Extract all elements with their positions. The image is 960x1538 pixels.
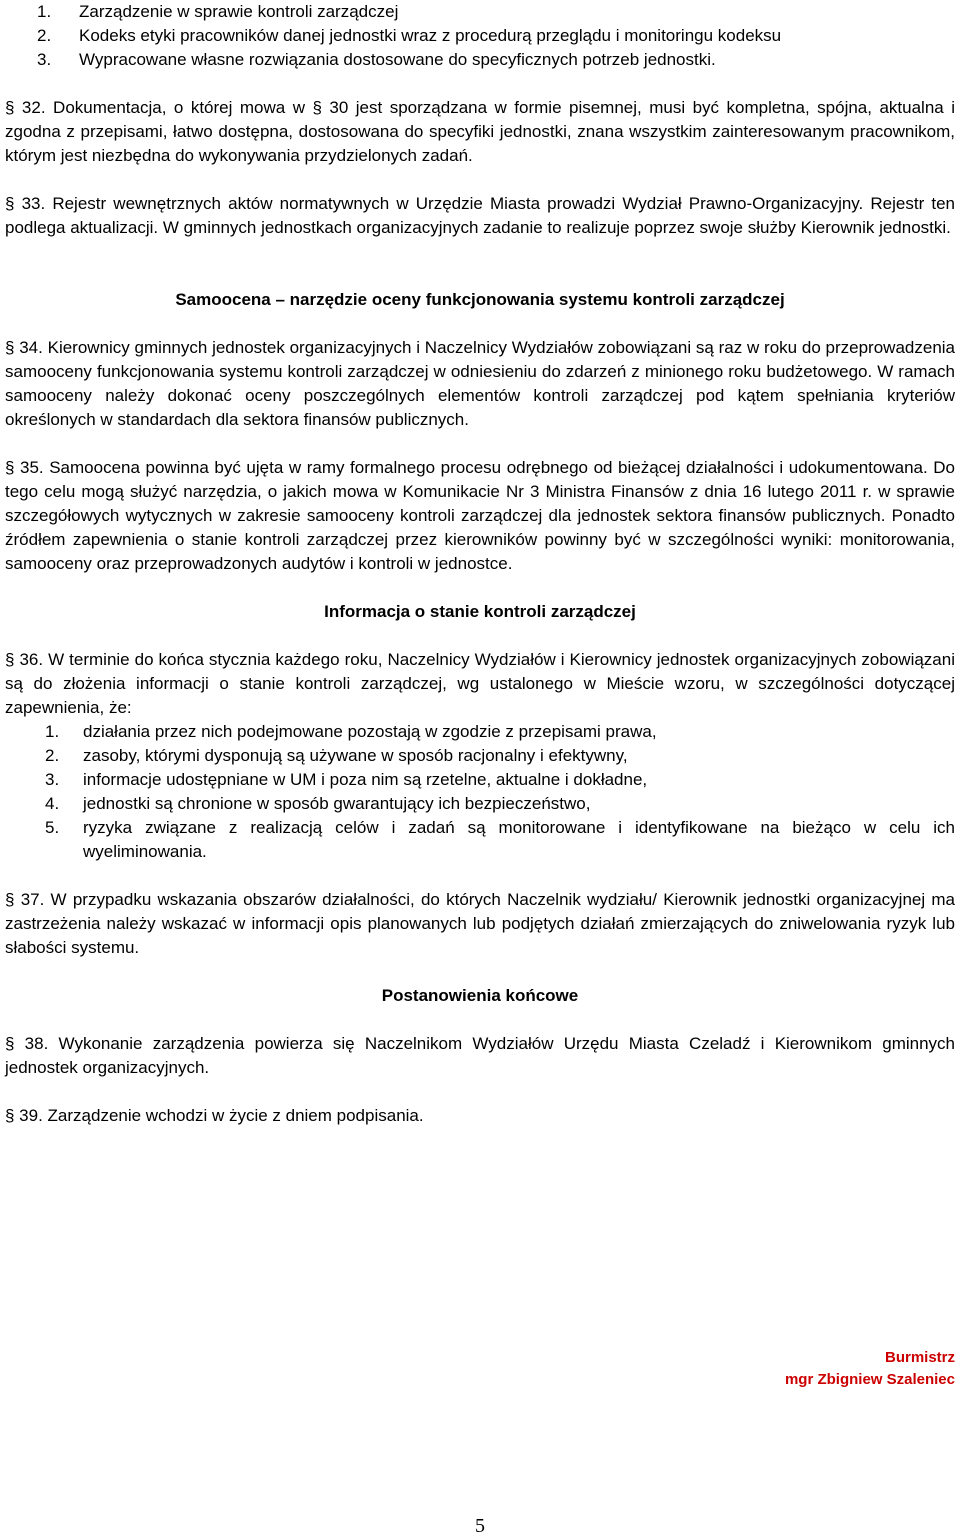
list-item	[45, 720, 955, 744]
list-item	[37, 24, 955, 48]
list-item	[45, 768, 955, 792]
signature-title: Burmistrz	[884, 1349, 955, 1366]
list-number: 1.	[37, 2, 52, 21]
list-text: informacje udostępniane w UM i poza nim są rzetelne, aktualne i dokładne,	[83, 770, 648, 789]
list-number: 2.	[37, 26, 52, 45]
list-item	[45, 744, 955, 768]
list-text: Zarządzenie w sprawie kontroli zarządczej	[79, 2, 399, 21]
list-number: 2.	[45, 746, 60, 765]
list-item	[37, 48, 955, 72]
list-36	[5, 720, 955, 864]
list-text: zasoby, którymi dysponują są używane w sposób racjonalny i efektywny,	[83, 746, 628, 765]
section-heading-informacja: Informacja o stanie kontroli zarządczej	[324, 602, 636, 621]
list-text: Kodeks etyki pracowników danej jednostki wraz z procedurą przeglądu i monitoringu kodeksu	[79, 26, 782, 45]
section-heading-postanowienia: Postanowienia końcowe	[381, 986, 579, 1005]
paragraph-36: § 36. W terminie do końca stycznia każdego roku, Naczelnicy Wydziałów i Kierownicy jednostek organizacyjnych zobowiązani są do złożenia informacji o stanie kontroli zarządczej, wg ustalonego w Mieście wzoru, w szczególności dotyczącej zapewnienia, że:	[5, 650, 955, 717]
list-text: Wypracowane własne rozwiązania dostosowane do specyficznych potrzeb jednostki.	[79, 50, 716, 69]
list-text: działania przez nich podejmowane pozostają w zgodzie z przepisami prawa,	[83, 722, 657, 741]
paragraph-32: § 32. Dokumentacja, o której mowa w § 30 jest sporządzana w formie pisemnej, musi być kompletna, spójna, aktualna i zgodna z przepisami, łatwo dostępna, dostosowana do specyfiki jednostki, znana wszystkim zainteresowanym pracownikom, którym jest niezbędna do wykonywania przydzielonych zadań.	[5, 98, 955, 165]
list-number: 1.	[45, 722, 60, 741]
section-heading-samoocena: Samoocena – narzędzie oceny funkcjonowania systemu kontroli zarządczej	[175, 290, 785, 309]
top-list	[5, 0, 955, 72]
paragraph-34: § 34. Kierownicy gminnych jednostek organizacyjnych i Naczelnicy Wydziałów zobowiązani są raz w roku do przeprowadzenia samooceny funkcjonowania systemu kontroli zarządczej w odniesieniu do zdarzeń z minionego roku budżetowego. W ramach samooceny należy dokonać oceny poszczególnych elementów kontroli zarządczej pod kątem spełniania kryteriów określonych w standardach dla sektora finansów publicznych.	[5, 338, 955, 429]
list-number: 5.	[45, 818, 60, 837]
list-item	[45, 792, 955, 816]
signature-name: mgr Zbigniew Szaleniec	[784, 1371, 955, 1388]
signature-block	[785, 1347, 955, 1391]
list-item	[37, 0, 955, 24]
page-number: 5	[475, 1515, 485, 1537]
list-item	[45, 816, 955, 864]
paragraph-37: § 37. W przypadku wskazania obszarów działalności, do których Naczelnik wydziału/ Kierownik jednostki organizacyjnej ma zastrzeżenia należy wskazać w informacji opis planowanych lub podjętych działań zmierzających do zniwelowania ryzyk lub słabości systemu.	[5, 890, 955, 957]
list-number: 3.	[45, 770, 60, 789]
document-page	[5, 0, 955, 1128]
paragraph-33: § 33. Rejestr wewnętrznych aktów normatywnych w Urzędzie Miasta prowadzi Wydział Prawno-Organizacyjny. Rejestr ten podlega aktualizacji. W gminnych jednostkach organizacyjnych zadanie to realizuje poprzez swoje służby Kierownik jednostki.	[5, 194, 955, 237]
list-text: ryzyka związane z realizacją celów i zadań są monitorowane i identyfikowane na bieżąco w celu ich wyeliminowania.	[83, 818, 955, 861]
list-number: 3.	[37, 50, 52, 69]
paragraph-35: § 35. Samoocena powinna być ujęta w ramy formalnego procesu odrębnego od bieżącej działalności i udokumentowana. Do tego celu mogą służyć narzędzia, o jakich mowa w Komunikacie Nr 3 Ministra Finansów z dnia 16 lutego 2011 r. w sprawie szczegółowych wytycznych w zakresie samooceny kontroli zarządczej dla jednostek sektora finansów publicznych. Ponadto źródłem zapewnienia o stanie kontroli zarządczej przez kierowników powinny być w szczególności wyniki: monitorowania, samooceny oraz przeprowadzonych audytów i kontroli w jednostce.	[5, 458, 955, 573]
paragraph-39: § 39. Zarządzenie wchodzi w życie z dniem podpisania.	[5, 1106, 424, 1125]
list-text: jednostki są chronione w sposób gwarantujący ich bezpieczeństwo,	[83, 794, 591, 813]
list-number: 4.	[45, 794, 60, 813]
paragraph-38: § 38. Wykonanie zarządzenia powierza się Naczelnikom Wydziałów Urzędu Miasta Czeladź i Kierownikom gminnych jednostek organizacyjnych.	[5, 1034, 955, 1077]
